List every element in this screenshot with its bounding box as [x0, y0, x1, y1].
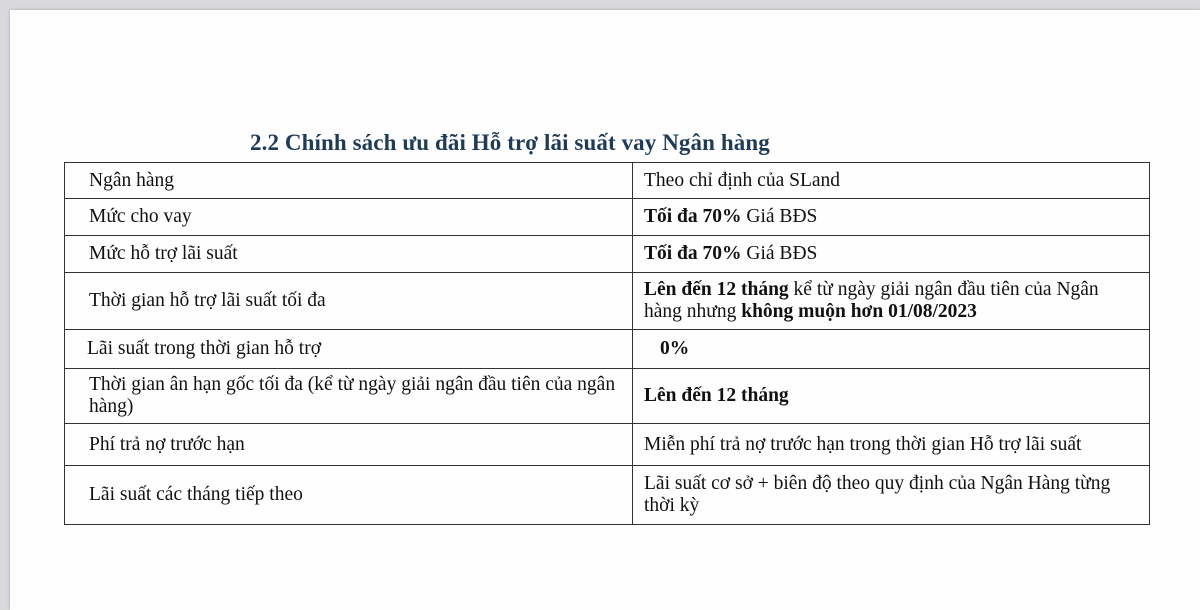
table-row	[65, 369, 1150, 424]
row-label: Mức hỗ trợ lãi suất	[65, 236, 633, 273]
value-text: Lãi suất cơ sở + biên độ theo quy định của Ngân Hàng từng thời kỳ	[644, 473, 1111, 516]
row-value	[633, 369, 1150, 424]
value-text: kể từ ngày giải ngân đầu tiên của Ngân hàng nhưng	[644, 279, 1099, 322]
row-label: Lãi suất trong thời gian hỗ trợ	[65, 330, 633, 369]
value-text: Giá BĐS	[741, 243, 818, 264]
table-row	[65, 466, 1150, 525]
value-bold: 0%	[660, 338, 690, 359]
value-bold: Lên đến 12 tháng	[644, 385, 789, 406]
row-value	[633, 236, 1150, 273]
row-value	[633, 273, 1150, 330]
table-row	[65, 273, 1150, 330]
table-row	[65, 236, 1150, 273]
value-bold: không muộn hơn 01/08/2023	[741, 301, 977, 322]
row-label: Lãi suất các tháng tiếp theo	[65, 466, 633, 525]
loan-support-table	[64, 162, 1150, 525]
row-value	[633, 163, 1150, 199]
value-bold: Tối đa 70%	[644, 243, 742, 264]
row-value	[633, 330, 1150, 369]
row-label: Phí trả nợ trước hạn	[65, 424, 633, 466]
row-label: Thời gian hỗ trợ lãi suất tối đa	[65, 273, 633, 330]
row-value	[633, 424, 1150, 466]
row-label: Ngân hàng	[65, 163, 633, 199]
table-row	[65, 199, 1150, 236]
table-row	[65, 163, 1150, 199]
row-label: Thời gian ân hạn gốc tối đa (kể từ ngày giải ngân đầu tiên của ngân hàng)	[65, 369, 633, 424]
row-label: Mức cho vay	[65, 199, 633, 236]
value-text: Giá BĐS	[741, 206, 818, 227]
value-bold: Lên đến 12 tháng	[644, 279, 789, 300]
section-title: 2.2 Chính sách ưu đãi Hỗ trợ lãi suất vay Ngân hàng	[250, 130, 770, 155]
value-text: Theo chỉ định của SLand	[644, 169, 841, 191]
value-text: Miễn phí trả nợ trước hạn trong thời gian Hỗ trợ lãi suất	[644, 433, 1082, 455]
value-bold: Tối đa 70%	[644, 206, 742, 227]
row-value	[633, 466, 1150, 525]
table-row	[65, 330, 1150, 369]
table-row	[65, 424, 1150, 466]
row-value	[633, 199, 1150, 236]
